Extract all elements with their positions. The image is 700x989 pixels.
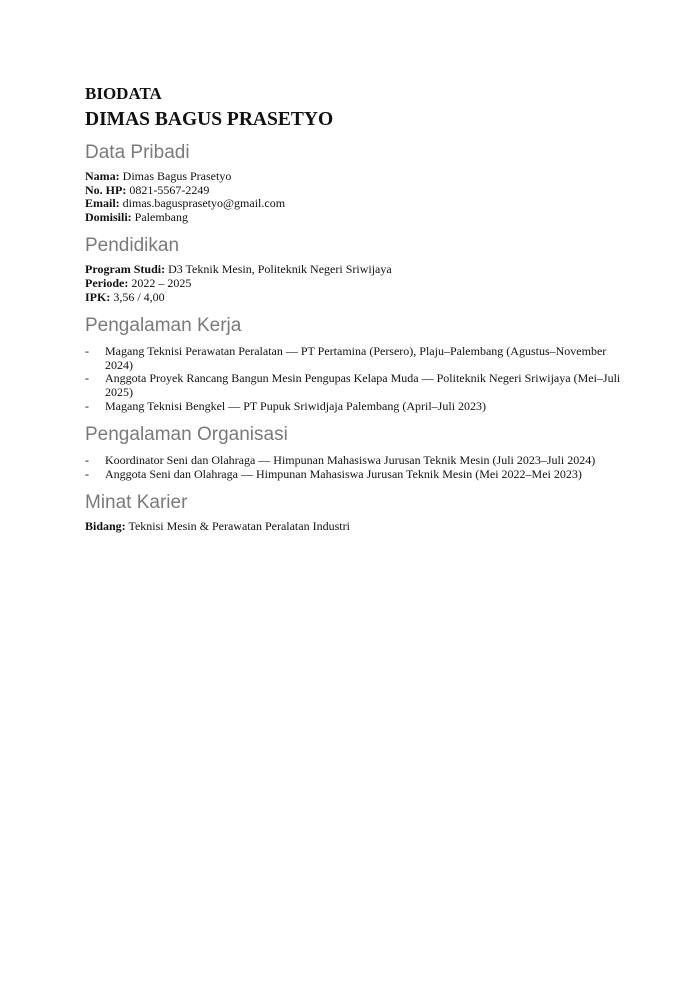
field-key: Program Studi: (85, 262, 166, 277)
field-key: Domisili: (85, 209, 132, 224)
person-name-title: DIMAS BAGUS PRASETYO (85, 109, 334, 130)
section-heading: Minat Karier (85, 492, 188, 514)
field-key: Bidang: (85, 519, 126, 534)
list-item (85, 454, 625, 468)
field-value: dimas.bagusprasetyo@gmail.com (122, 196, 286, 211)
section-data-pribadi (85, 141, 625, 224)
section-heading: Data Pribadi (85, 142, 190, 163)
bullet-dash: - (85, 344, 89, 359)
field-row-domisili (85, 211, 625, 225)
bullet-dash: - (85, 398, 89, 413)
field-row-bidang (85, 520, 625, 534)
list-item-text: Magang Teknisi Perawatan Peralatan — PT Pertamina (Persero), Plaju–Palembang (Agustus–November 2024) (105, 344, 607, 372)
section-pengalaman-organisasi (85, 423, 625, 481)
document-label: BIODATA (85, 84, 162, 103)
field-value: 3,56 / 4,00 (113, 289, 165, 304)
bullet-dash: - (85, 453, 89, 468)
field-list (85, 170, 625, 224)
field-value: D3 Teknik Mesin, Politeknik Negeri Sriwijaya (168, 262, 392, 277)
list-item (85, 372, 625, 399)
bullet-dash: - (85, 371, 89, 386)
list-item (85, 345, 625, 372)
field-value: Palembang (134, 209, 188, 224)
field-value: Dimas Bagus Prasetyo (122, 169, 232, 183)
section-pendidikan (85, 234, 625, 304)
list-item-text: Magang Teknisi Bengkel — PT Pupuk Sriwidjaja Palembang (April–Juli 2023) (105, 398, 487, 413)
biodata-document (85, 84, 625, 534)
field-row-program-studi (85, 263, 625, 277)
section-heading: Pengalaman Kerja (85, 315, 242, 337)
list-item-text: Anggota Seni dan Olahraga — Himpunan Mahasiswa Jurusan Teknik Mesin (Mei 2022–Mei 2023) (105, 466, 582, 481)
field-key: IPK: (85, 289, 111, 304)
field-key: Email: (85, 196, 120, 211)
field-key: No. HP: (85, 182, 127, 197)
list-item-text: Koordinator Seni dan Olahraga — Himpunan Mahasiswa Jurusan Teknik Mesin (Juli 2023–Juli 2024) (105, 453, 596, 468)
list-item (85, 400, 625, 414)
list-item (85, 468, 625, 482)
field-value: Teknisi Mesin & Perawatan Peralatan Industri (128, 519, 350, 534)
field-row-periode (85, 277, 625, 291)
list-item-text: Anggota Proyek Rancang Bangun Mesin Pengupas Kelapa Muda — Politeknik Negeri Sriwijaya (Mei–Juli 2025) (105, 371, 621, 399)
section-pengalaman-kerja (85, 314, 625, 413)
organization-list (85, 454, 625, 481)
field-row-nama (85, 170, 625, 184)
bullet-dash: - (85, 466, 89, 481)
field-value: 0821-5567-2249 (129, 182, 210, 197)
section-heading: Pendidikan (85, 235, 180, 257)
field-row-email (85, 197, 625, 211)
section-heading: Pengalaman Organisasi (85, 424, 288, 446)
section-minat-karier (85, 491, 625, 534)
field-list (85, 520, 625, 534)
field-row-ipk (85, 291, 625, 305)
field-key: Periode: (85, 275, 129, 290)
field-key: Nama: (85, 169, 120, 183)
experience-list (85, 345, 625, 413)
field-value: 2022 – 2025 (131, 275, 192, 290)
field-row-no-hp (85, 184, 625, 198)
field-list (85, 263, 625, 304)
